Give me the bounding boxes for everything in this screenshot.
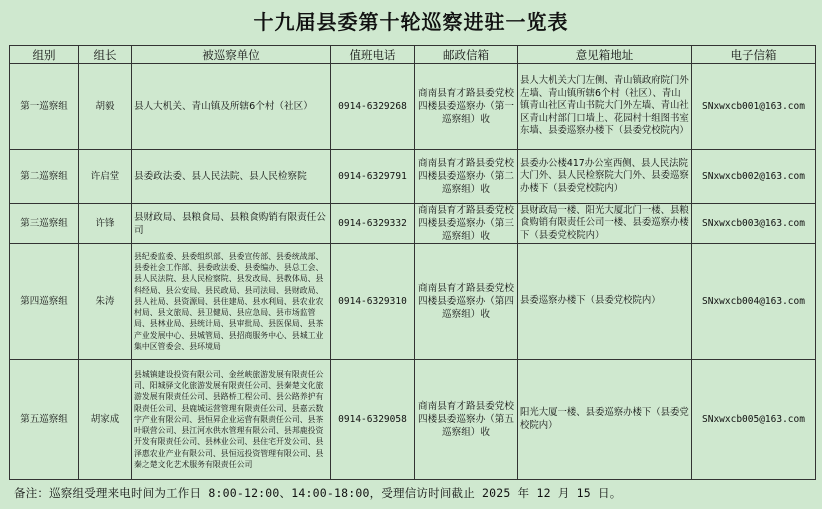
phone-cell: 0914-6329791 [331,150,415,204]
phone-cell: 0914-6329310 [331,244,415,360]
group-cell: 第四巡察组 [10,244,79,360]
leader-cell: 胡毅 [79,64,132,150]
email-cell: SNxwxcb003@163.com [692,204,816,244]
phone-cell: 0914-6329332 [331,204,415,244]
address-cell: 县财政局一楼、阳光大厦北门一楼、县粮食购销有限责任公司一楼、县委巡察办楼下（县委党校院内） [518,204,692,244]
header-units: 被巡察单位 [132,46,331,64]
mailbox-cell: 商南县育才路县委党校四楼县委巡察办（第三巡察组）收 [415,204,518,244]
table-row [10,204,816,244]
leader-cell: 朱涛 [79,244,132,360]
units-cell: 县城镇建设投资有限公司、金丝峡旅游发展有限责任公司、阳城驿文化旅游发展有限责任公司、县秦楚文化旅游发展有限责任公司、县路桥工程公司、县公路养护有限责任公司、县鹿城运营管理有限责任公司、县嘉云数字产业有限公司、县恒昇企业运营有限责任公司、县茶叶联营公司、县江河水供水管理有限公司、县邦鹿投资开发有限责任公司、县林业公司、县住宅开发公司、县泽惠农业产业有限公司、县恒远投资管理有限公司、县秦之楚文化艺术服务有限责任公司 [132,360,331,480]
table-row [10,150,816,204]
address-cell: 县委巡察办楼下（县委党校院内） [518,244,692,360]
header-phone: 值班电话 [331,46,415,64]
table-row [10,64,816,150]
mailbox-cell: 商南县育才路县委党校四楼县委巡察办（第二巡察组）收 [415,150,518,204]
address-cell: 县委办公楼417办公室西侧、县人民法院大门外、县人民检察院大门外、县委巡察办楼下（县委党校院内） [518,150,692,204]
table-row [10,244,816,360]
units-cell: 县财政局、县粮食局、县粮食购销有限责任公司 [132,204,331,244]
email-cell: SNxwxcb001@163.com [692,64,816,150]
leader-cell: 胡家成 [79,360,132,480]
header-leader: 组长 [79,46,132,64]
header-row [10,46,816,64]
group-cell: 第二巡察组 [10,150,79,204]
header-mailbox: 邮政信箱 [415,46,518,64]
mailbox-cell: 商南县育才路县委党校四楼县委巡察办（第四巡察组）收 [415,244,518,360]
group-cell: 第一巡察组 [10,64,79,150]
address-cell: 县人大机关大门左侧、青山镇政府院门外左墙、青山镇所辖6个村（社区）、青山镇青山社区青山书院大门外左墙、青山社区青山村部门口墙上、花园村十组图书室东墙、县委巡察办楼下（县委党校院内） [518,64,692,150]
group-cell: 第三巡察组 [10,204,79,244]
email-cell: SNxwxcb004@163.com [692,244,816,360]
email-cell: SNxwxcb002@163.com [692,150,816,204]
page-title: 十九届县委第十轮巡察进驻一览表 [253,10,569,34]
phone-cell: 0914-6329268 [331,64,415,150]
inspection-table [9,45,816,480]
units-cell: 县人大机关、青山镇及所辖6个村（社区） [132,64,331,150]
address-cell: 阳光大厦一楼、县委巡察办楼下（县委党校院内） [518,360,692,480]
mailbox-cell: 商南县育才路县委党校四楼县委巡察办（第一巡察组）收 [415,64,518,150]
header-email: 电子信箱 [692,46,816,64]
phone-cell: 0914-6329058 [331,360,415,480]
footnote: 备注：巡察组受理来电时间为工作日 8:00-12:00、14:00-18:00，受理信访时间截止 2025 年 12 月 15 日。 [14,486,622,500]
header-group: 组别 [10,46,79,64]
email-cell: SNxwxcb005@163.com [692,360,816,480]
group-cell: 第五巡察组 [10,360,79,480]
units-cell: 县纪委监委、县委组织部、县委宣传部、县委统战部、县委社会工作部、县委政法委、县委编办、县总工会、县人民法院、县人民检察院、县发改局、县教体局、县科经局、县公安局、县民政局、县司法局、县财政局、县人社局、县资源局、县住建局、县水利局、县农业农村局、县文旅局、县卫健局、县应急局、县市场监管局、县林业局、县统计局、县审批局、县医保局、县茶产业发展中心、县城管局、县招商服务中心、县城工业集中区管委会、县环境局 [132,244,331,360]
mailbox-cell: 商南县育才路县委党校四楼县委巡察办（第五巡察组）收 [415,360,518,480]
leader-cell: 许锋 [79,204,132,244]
units-cell: 县委政法委、县人民法院、县人民检察院 [132,150,331,204]
table-row [10,360,816,480]
header-address: 意见箱地址 [518,46,692,64]
leader-cell: 许启堂 [79,150,132,204]
